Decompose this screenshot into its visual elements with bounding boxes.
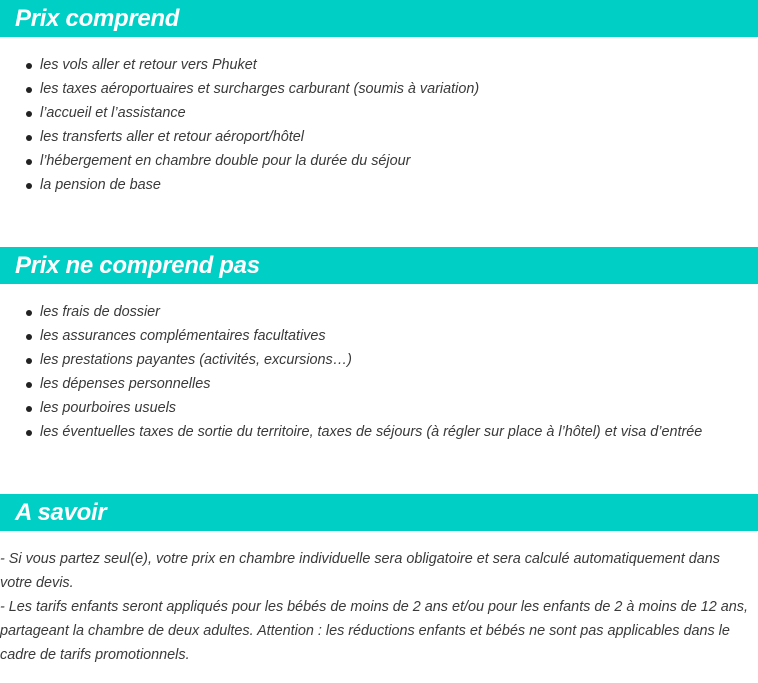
bullet-icon [26, 159, 32, 165]
header-prix-comprend [0, 0, 758, 37]
header-prix-ne-comprend-pas [0, 247, 758, 284]
bullet-icon [26, 406, 32, 412]
list-item: l’hébergement en chambre double pour la durée du séjour [0, 149, 740, 173]
bullet-icon [26, 358, 32, 364]
bullet-icon [26, 135, 32, 141]
list-item: les vols aller et retour vers Phuket [0, 53, 740, 77]
list-item: les éventuelles taxes de sortie du territoire, taxes de séjours (à régler sur place à l’hôtel) et visa d’entrée [0, 420, 740, 444]
info-paragraph-child-rates: - Les tarifs enfants seront appliqués pour les bébés de moins de 2 ans et/ou pour les enfants de 2 à moins de 12 ans, partageant la chambre de deux adultes. Attention : les réductions enfants et bébés ne sont pas applicables dans le cadre de tarifs promotionnels. [0, 599, 748, 663]
header-a-savoir [0, 494, 758, 531]
list-item: les prestations payantes (activités, excursions…) [0, 348, 740, 372]
list-prix-comprend [0, 53, 740, 197]
info-paragraph-single-room: - Si vous partez seul(e), votre prix en chambre individuelle sera obligatoire et sera calculé automatiquement dans votre devis. [0, 551, 720, 591]
list-item: les pourboires usuels [0, 396, 740, 420]
list-item: les assurances complémentaires facultatives [0, 324, 740, 348]
bullet-icon [26, 87, 32, 93]
list-item: les taxes aéroportuaires et surcharges carburant (soumis à variation) [0, 77, 740, 101]
list-item: les frais de dossier [0, 300, 740, 324]
list-item: les transferts aller et retour aéroport/hôtel [0, 125, 740, 149]
bullet-icon [26, 382, 32, 388]
bullet-icon [26, 111, 32, 117]
bullet-icon [26, 183, 32, 189]
list-prix-ne-comprend-pas [0, 300, 740, 444]
section-title-prix-ne-comprend-pas: Prix ne comprend pas [15, 252, 260, 279]
bullet-icon [26, 310, 32, 316]
list-item: la pension de base [0, 173, 740, 197]
bullet-icon [26, 63, 32, 69]
bullet-icon [26, 430, 32, 436]
list-item: les dépenses personnelles [0, 372, 740, 396]
bullet-icon [26, 334, 32, 340]
list-item: l’accueil et l’assistance [0, 101, 740, 125]
section-title-a-savoir: A savoir [15, 499, 107, 526]
section-title-prix-comprend: Prix comprend [15, 5, 180, 32]
